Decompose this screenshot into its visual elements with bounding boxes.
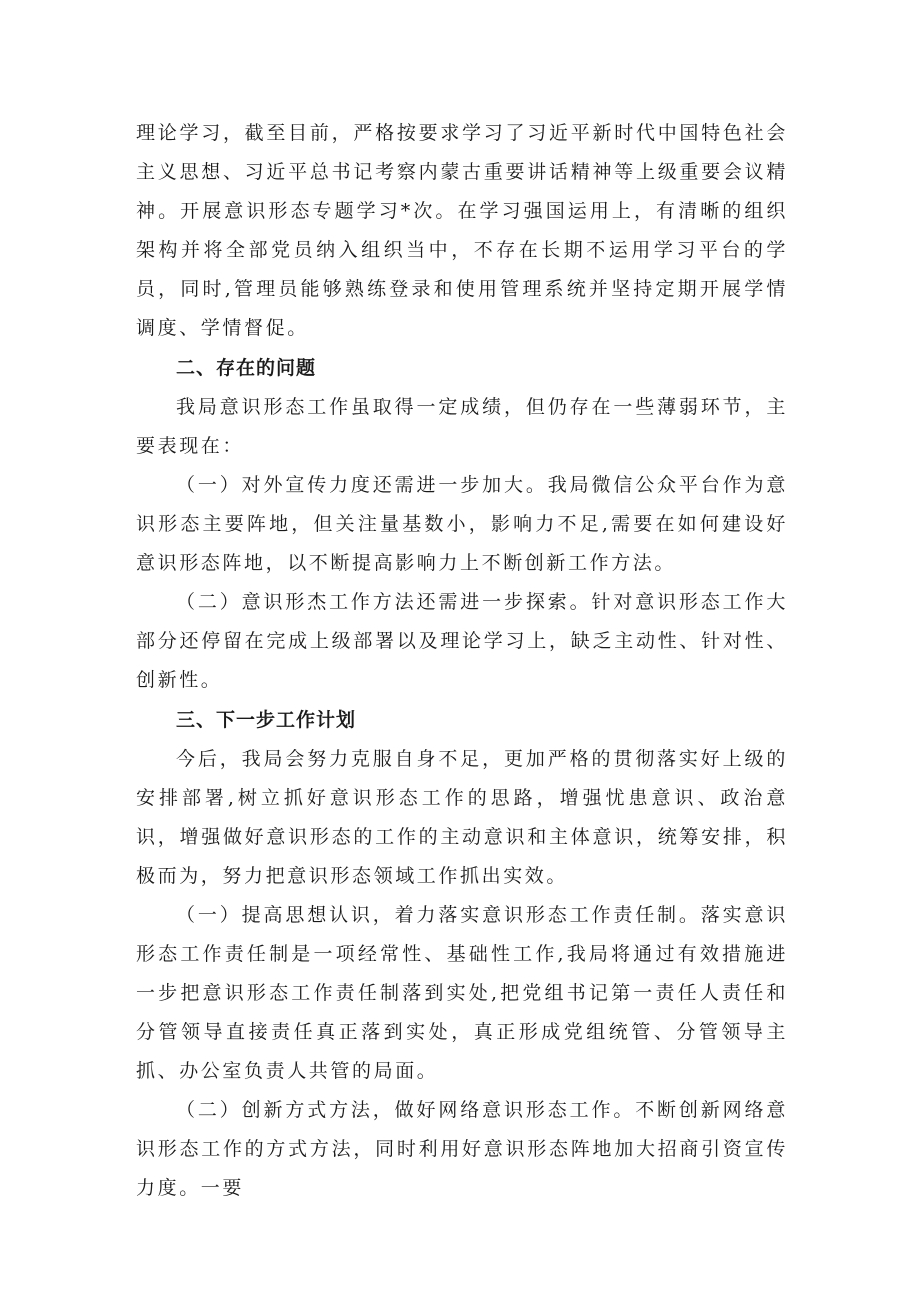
section-heading-problems: 二、存在的问题 xyxy=(176,357,317,379)
paragraph-plan-1: （一）提高思想认识，着力落实意识形态工作责任制。落实意识形态工作责任制是一项经常性、基础性工作,我局将通过有效措施进一步把意识形态工作责任制落到实处,把党组书记第一责任人责任和分管领导直接责任真正落到实处，真正形成党组统管、分管领导主抓、办公室负责人共管的局面。 xyxy=(136,904,788,1082)
paragraph-problem-1: （一）对外宣传力度还需进一步加大。我局微信公众平台作为意识形态主要阵地，但关注量基数小，影响力不足,需要在如何建设好意识形态阵地，以不断提高影响力上不断创新工作方法。 xyxy=(136,474,788,574)
paragraph-plan-2: （二）创新方式方法，做好网络意识形态工作。不断创新网络意识形态工作的方式方法，同时利用好意识形态阵地加大招商引资宣传力度。一要 xyxy=(136,1099,788,1199)
section-heading-next-plan: 三、下一步工作计划 xyxy=(176,709,357,731)
paragraph-problem-2: （二）意识形杰工作方法还需进一步探索。针对意识形态工作大部分还停留在完成上级部署以及理论学习上，缺乏主动性、针对性、创新性。 xyxy=(136,591,788,691)
paragraph-plan-intro: 今后，我局会努力克服自身不足，更加严格的贯彻落实好上级的安排部署,树立抓好意识形态工作的思路，增强忧患意识、政治意识，增强做好意识形态的工作的主动意识和主体意识，统筹安排，积极而为，努力把意识形态领域工作抓出实效。 xyxy=(136,748,788,887)
document-body xyxy=(136,114,788,1208)
paragraph-problems-intro: 我局意识形态工作虽取得一定成绩，但仍存在一些薄弱环节，主要表现在： xyxy=(136,396,788,457)
paragraph-theory-study: 理论学习，截至目前，严格按要求学习了习近平新时代中国特色社会主义思想、习近平总书记考察内蒙古重要讲话精神等上级重要会议精神。开展意识形态专题学习*次。在学习强国运用上，有清晰的组织架构并将全部党员纳入组织当中，不存在长期不运用学习平台的学员，同时,管理员能够熟练登录和使用管理系统并坚持定期开展学情调度、学情督促。 xyxy=(136,122,788,339)
